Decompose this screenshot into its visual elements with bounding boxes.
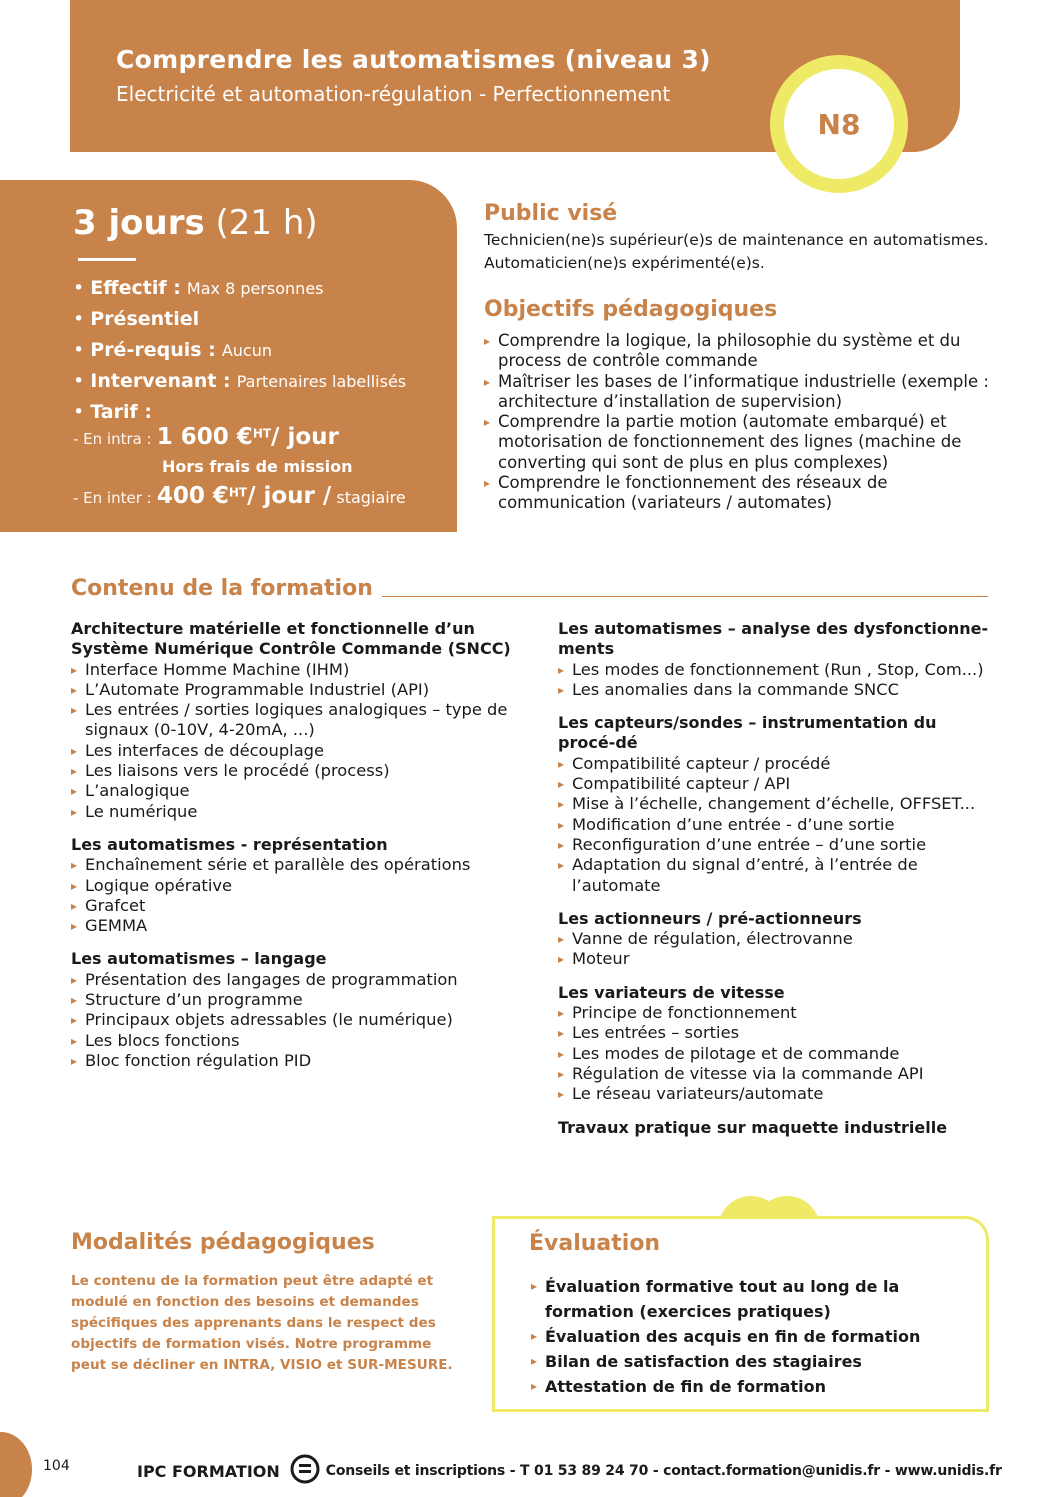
objectives-heading: Objectifs pédagogiques bbox=[484, 297, 778, 322]
content-item: ▸ GEMMA bbox=[71, 916, 511, 936]
info-label: Tarif : bbox=[90, 401, 152, 423]
content-group-list bbox=[71, 855, 511, 936]
evaluation-list bbox=[531, 1274, 971, 1399]
content-heading: Contenu de la formation bbox=[71, 576, 373, 601]
content-item: ▸ L’analogique bbox=[71, 781, 511, 801]
content-group bbox=[558, 1118, 998, 1138]
info-row-prerequis bbox=[73, 339, 453, 370]
content-item: ▸ Les entrées / sorties logiques analogiques – type de signaux (0-10V, 4-20mA, ...) bbox=[71, 700, 511, 741]
public-line: Technicien(ne)s supérieur(e)s de maintenance en automatismes. bbox=[484, 231, 989, 249]
info-label: Présentiel bbox=[90, 308, 200, 330]
content-item: ▸ Mise à l’échelle, changement d’échelle, OFFSET... bbox=[558, 794, 998, 814]
evaluation-heading: Évaluation bbox=[529, 1231, 661, 1256]
course-title: Comprendre les automatismes (niveau 3) bbox=[116, 45, 711, 74]
info-row-intervenant bbox=[73, 370, 453, 401]
info-row-effectif bbox=[73, 277, 453, 308]
info-label: Pré-requis : bbox=[90, 339, 216, 361]
info-value: Max 8 personnes bbox=[186, 279, 324, 298]
content-item: ▸ Bloc fonction régulation PID bbox=[71, 1051, 511, 1071]
evaluation-item: ▸ Bilan de satisfaction des stagiaires bbox=[531, 1349, 971, 1374]
modalities-heading: Modalités pédagogiques bbox=[71, 1230, 375, 1255]
content-group-list bbox=[71, 660, 511, 822]
level-badge-label: N8 bbox=[817, 107, 861, 141]
content-group-title: Les actionneurs / pré-actionneurs bbox=[558, 908, 862, 928]
price-inter-unit: / jour / bbox=[247, 483, 332, 509]
content-item: ▸ Les interfaces de découplage bbox=[71, 741, 511, 761]
footer-brand: IPC FORMATION bbox=[137, 1461, 280, 1481]
content-item: ▸ Principe de fonctionnement bbox=[558, 1003, 998, 1023]
content-group-title: Les automatismes – langage bbox=[71, 949, 327, 969]
level-badge bbox=[770, 55, 908, 193]
public-text bbox=[484, 229, 1004, 275]
price-intra-amount: 1 600 € bbox=[156, 424, 253, 450]
content-group bbox=[71, 949, 511, 1071]
content-group-title: Les automatismes – analyse des dysfonctionne-ments bbox=[558, 619, 989, 659]
content-group-list bbox=[558, 1003, 998, 1104]
info-row-presentiel bbox=[73, 308, 453, 339]
footer-contact: Conseils et inscriptions - T 01 53 89 24 70 - contact.formation@unidis.fr - www.unidis.fr bbox=[325, 1463, 1002, 1479]
duration-days: 3 jours bbox=[73, 203, 205, 243]
level-badge-inner bbox=[784, 69, 894, 179]
info-value: Partenaires labellisés bbox=[236, 372, 407, 391]
price-inter-prefix: - En inter : bbox=[73, 489, 152, 507]
content-item: ▸ Les modes de pilotage et de commande bbox=[558, 1044, 998, 1064]
content-column-right bbox=[558, 619, 998, 1151]
content-column-left bbox=[71, 619, 511, 1084]
price-intra-sup: HT bbox=[252, 426, 272, 441]
content-item: ▸ Présentation des langages de programmation bbox=[71, 970, 511, 990]
course-info-panel bbox=[0, 180, 457, 532]
content-group-list bbox=[558, 660, 998, 701]
content-item: ▸ Structure d’un programme bbox=[71, 990, 511, 1010]
content-divider bbox=[382, 596, 988, 597]
duration-underline bbox=[78, 258, 136, 261]
info-label: Effectif : bbox=[90, 277, 181, 299]
evaluation-item: ▸ Évaluation formative tout au long de la formation (exercices pratiques) bbox=[531, 1274, 971, 1324]
content-item: ▸ Les anomalies dans la commande SNCC bbox=[558, 680, 998, 700]
content-group-list bbox=[558, 929, 998, 970]
duration bbox=[73, 203, 318, 243]
objective-item: ▸ Comprendre le fonctionnement des réseaux de communication (variateurs / automates) bbox=[484, 473, 1004, 514]
objective-item: ▸ Comprendre la logique, la philosophie du système et du process de contrôle commande bbox=[484, 331, 1004, 372]
public-line: Automaticien(ne)s expérimenté(e)s. bbox=[484, 254, 765, 272]
bullet-dot: • bbox=[73, 401, 85, 423]
content-item: ▸ Vanne de régulation, électrovanne bbox=[558, 929, 998, 949]
page-tab bbox=[0, 1432, 32, 1497]
bullet-dot: • bbox=[73, 370, 85, 392]
phone-icon bbox=[290, 1454, 320, 1488]
content-group-title: Les automatismes - représentation bbox=[71, 834, 388, 854]
content-item: ▸ Le numérique bbox=[71, 802, 511, 822]
content-item: ▸ Les entrées – sorties bbox=[558, 1023, 998, 1043]
content-group-list bbox=[558, 754, 998, 896]
objectives-list bbox=[484, 331, 1004, 514]
content-group bbox=[558, 909, 998, 970]
public-heading: Public visé bbox=[484, 201, 618, 226]
content-item: ▸ Logique opérative bbox=[71, 876, 511, 896]
content-item: ▸ Le réseau variateurs/automate bbox=[558, 1084, 998, 1104]
price-inter-extra: stagiaire bbox=[336, 488, 406, 507]
content-item: ▸ Compatibilité capteur / API bbox=[558, 774, 998, 794]
evaluation-item: ▸ Attestation de fin de formation bbox=[531, 1374, 971, 1399]
content-item: ▸ Les liaisons vers le procédé (process) bbox=[71, 761, 511, 781]
price-inter-amount: 400 € bbox=[156, 483, 229, 509]
modalities-text: Le contenu de la formation peut être adapté et modulé en fonction des besoins et demandes spécifiques des apprenants dans le respect des objectifs de formation visés. Notre programme peut se décliner en INTRA, VISIO et SUR-MESURE. bbox=[71, 1273, 453, 1373]
content-group bbox=[558, 983, 998, 1105]
page-number: 104 bbox=[43, 1458, 70, 1474]
content-group-title: Les capteurs/sondes – instrumentation du procé-dé bbox=[558, 713, 937, 753]
content-item: ▸ Les blocs fonctions bbox=[71, 1031, 511, 1051]
content-item: ▸ Modification d’une entrée - d’une sortie bbox=[558, 815, 998, 835]
objective-item: ▸ Maîtriser les bases de l’informatique industrielle (exemple : architecture d’installation de supervision) bbox=[484, 372, 1004, 413]
content-group bbox=[71, 835, 511, 936]
duration-hours: (21 h) bbox=[215, 203, 318, 243]
price-inter-sup: HT bbox=[228, 485, 248, 500]
bullet-dot: • bbox=[73, 277, 85, 299]
evaluation-item: ▸ Évaluation des acquis en fin de formation bbox=[531, 1324, 971, 1349]
content-item: ▸ Grafcet bbox=[71, 896, 511, 916]
content-group-list bbox=[71, 970, 511, 1071]
content-item: ▸ Compatibilité capteur / procédé bbox=[558, 754, 998, 774]
content-item: ▸ Enchaînement série et parallèle des opérations bbox=[71, 855, 511, 875]
objective-item: ▸ Comprendre la partie motion (automate embarqué) et motorisation de fonctionnement des lignes (machine de converting qui sont de plus en plus complexes) bbox=[484, 412, 1004, 473]
evaluation-box bbox=[492, 1216, 989, 1412]
content-item: ▸ Moteur bbox=[558, 949, 998, 969]
content-item: ▸ Principaux objets adressables (le numérique) bbox=[71, 1010, 511, 1030]
info-label: Intervenant : bbox=[90, 370, 231, 392]
content-item: ▸ Interface Homme Machine (IHM) bbox=[71, 660, 511, 680]
content-group-title: Travaux pratique sur maquette industrielle bbox=[558, 1117, 948, 1137]
content-group bbox=[71, 619, 511, 822]
content-item: ▸ L’Automate Programmable Industriel (API) bbox=[71, 680, 511, 700]
course-subtitle: Electricité et automation-régulation - Perfectionnement bbox=[116, 82, 671, 106]
bullet-dot: • bbox=[73, 339, 85, 361]
price-intra bbox=[73, 424, 339, 450]
content-group-title: Architecture matérielle et fonctionnelle d’un Système Numérique Contrôle Commande (SNCC) bbox=[71, 619, 511, 659]
content-item: ▸ Adaptation du signal d’entré, à l’entrée de l’automate bbox=[558, 855, 998, 896]
content-group bbox=[558, 713, 998, 896]
price-intra-unit: / jour bbox=[271, 424, 339, 450]
content-group bbox=[558, 619, 998, 700]
content-group-title: Les variateurs de vitesse bbox=[558, 982, 785, 1002]
price-inter bbox=[73, 483, 406, 509]
bullet-dot: • bbox=[73, 308, 85, 330]
price-intra-prefix: - En intra : bbox=[73, 430, 152, 448]
price-intra-note: Hors frais de mission bbox=[162, 457, 353, 476]
content-item: ▸ Régulation de vitesse via la commande API bbox=[558, 1064, 998, 1084]
content-item: ▸ Reconfiguration d’une entrée – d’une sortie bbox=[558, 835, 998, 855]
info-list bbox=[73, 277, 453, 432]
content-item: ▸ Les modes de fonctionnement (Run , Stop, Com...) bbox=[558, 660, 998, 680]
info-value: Aucun bbox=[221, 341, 272, 360]
footer bbox=[137, 1454, 1002, 1488]
